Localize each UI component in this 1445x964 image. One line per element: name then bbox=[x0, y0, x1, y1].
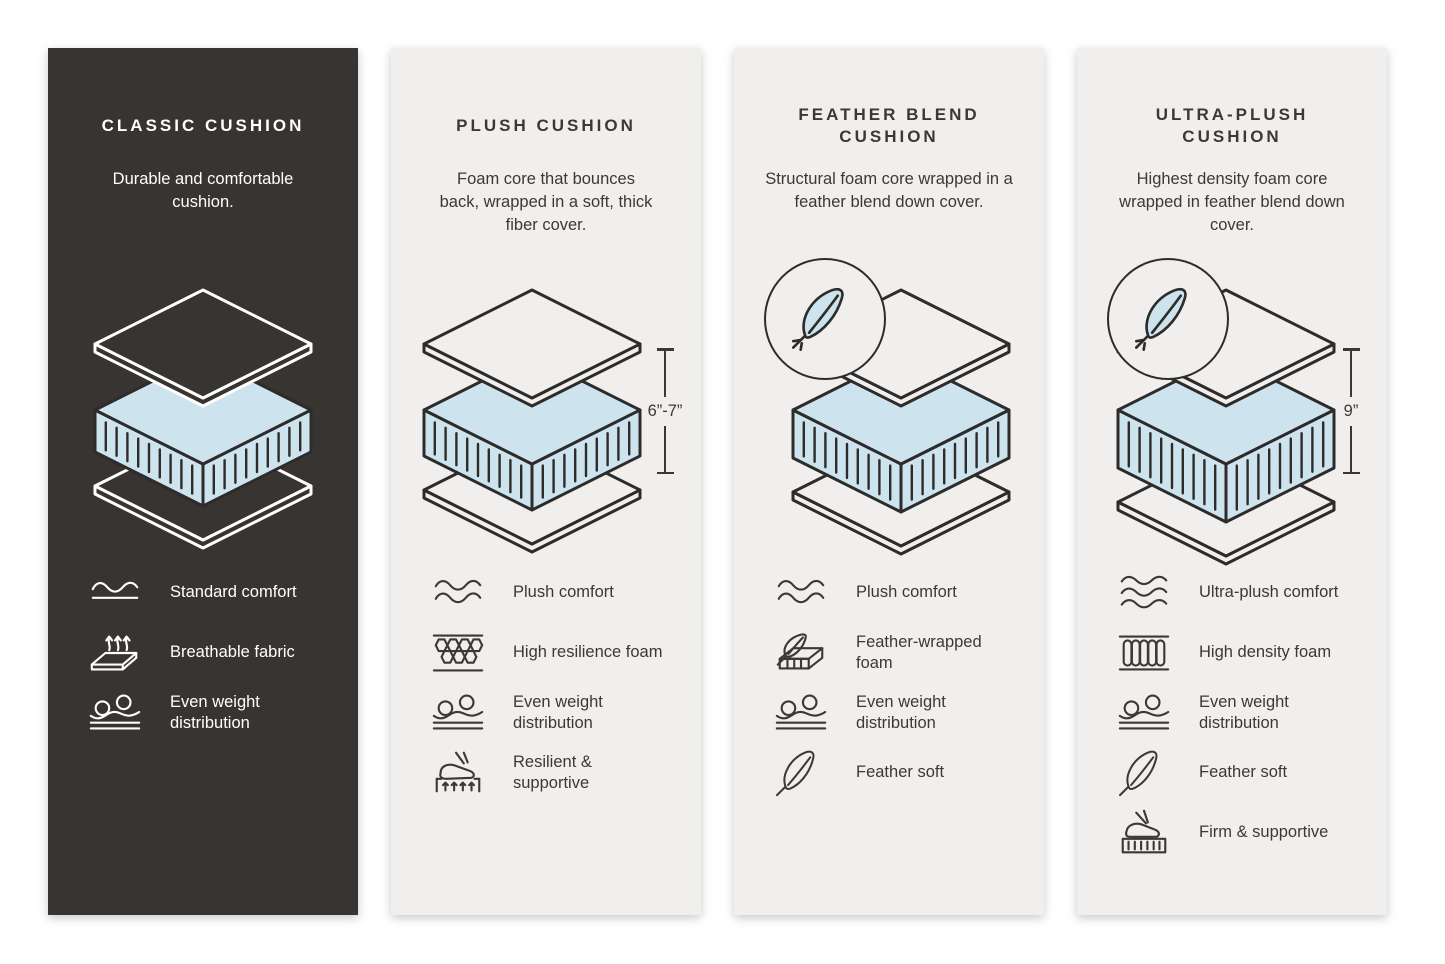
feature-label: Plush comfort bbox=[513, 583, 614, 602]
dimension-line bbox=[664, 426, 667, 472]
panel-description: Foam core that bounces back, wrapped in a soft, thick fiber cover. bbox=[439, 170, 653, 234]
feature-item bbox=[429, 688, 677, 738]
feature-label: Feather soft bbox=[856, 763, 945, 782]
feature-item bbox=[86, 568, 334, 618]
dimension-line bbox=[1350, 351, 1353, 397]
feather-icon bbox=[772, 749, 836, 797]
dimension-bottom-cap bbox=[1343, 472, 1360, 475]
breathable-fabric-icon bbox=[86, 629, 150, 677]
feature-label: High density foam bbox=[1199, 643, 1332, 662]
feature-item bbox=[1115, 628, 1363, 678]
feature-item bbox=[429, 628, 677, 678]
feather-badge-icon bbox=[1107, 258, 1229, 380]
feature-label: Feather-wrapped foam bbox=[856, 632, 982, 672]
feature-item bbox=[772, 628, 1020, 678]
feature-list bbox=[1101, 568, 1363, 858]
panel-description: Durable and comfortable cushion. bbox=[112, 170, 294, 211]
feature-label: Ultra-plush comfort bbox=[1199, 583, 1339, 602]
height-dimension bbox=[1325, 348, 1377, 474]
panel-classic-cushion bbox=[48, 48, 358, 915]
feature-list bbox=[72, 568, 334, 738]
weight-distribution-icon bbox=[429, 689, 493, 737]
feature-list bbox=[758, 568, 1020, 798]
wave-double-icon bbox=[429, 569, 493, 617]
feature-label: Breathable fabric bbox=[170, 643, 295, 662]
panel-title: ULTRA-PLUSH CUSHION bbox=[1155, 104, 1309, 146]
feather-badge-icon bbox=[764, 258, 886, 380]
feature-label: Even weight distribution bbox=[1199, 692, 1289, 732]
feature-list bbox=[415, 568, 677, 798]
feature-item bbox=[86, 628, 334, 678]
feature-item bbox=[772, 748, 1020, 798]
feature-item bbox=[1115, 748, 1363, 798]
feature-item bbox=[772, 688, 1020, 738]
feature-label: Even weight distribution bbox=[856, 692, 946, 732]
dimension-line bbox=[1350, 426, 1353, 472]
feature-label: Plush comfort bbox=[856, 583, 957, 602]
feature-item bbox=[429, 568, 677, 618]
cushion-diagram bbox=[1101, 260, 1363, 568]
panel-title: PLUSH CUSHION bbox=[456, 115, 636, 135]
wave-single-icon bbox=[86, 569, 150, 617]
panel-description: Highest density foam core wrapped in feather blend down cover. bbox=[1119, 170, 1345, 234]
feature-label: Standard comfort bbox=[170, 583, 297, 602]
cushion-layers-illustration bbox=[420, 286, 644, 561]
firm-supportive-icon bbox=[1115, 809, 1179, 857]
feature-item bbox=[1115, 568, 1363, 618]
feather-icon bbox=[1115, 749, 1179, 797]
honeycomb-foam-icon bbox=[429, 629, 493, 677]
feature-item bbox=[1115, 688, 1363, 738]
feature-label: Even weight distribution bbox=[513, 692, 603, 732]
dimension-label: 9” bbox=[1343, 401, 1359, 420]
feature-label: High resilience foam bbox=[513, 643, 663, 662]
panel-plush-cushion bbox=[391, 48, 701, 915]
cushion-diagram bbox=[72, 260, 334, 568]
panel-description: Structural foam core wrapped in a feather blend down cover. bbox=[765, 170, 1013, 211]
feature-label: Even weight distribution bbox=[170, 692, 260, 732]
cushion-diagram bbox=[415, 260, 683, 568]
weight-distribution-icon bbox=[1115, 689, 1179, 737]
feather-wrapped-foam-icon bbox=[772, 629, 836, 677]
panel-ultra-plush-cushion bbox=[1077, 48, 1387, 915]
height-dimension bbox=[639, 348, 691, 474]
feature-label: Resilient & supportive bbox=[513, 752, 592, 792]
feature-item bbox=[429, 748, 677, 798]
wave-triple-icon bbox=[1115, 569, 1179, 617]
dimension-bottom-cap bbox=[657, 472, 674, 475]
cushion-layers-illustration bbox=[91, 286, 315, 557]
panel-feather-blend-cushion bbox=[734, 48, 1044, 915]
panel-title: FEATHER BLEND CUSHION bbox=[798, 104, 980, 146]
panel-title: CLASSIC CUSHION bbox=[101, 115, 305, 135]
dimension-line bbox=[664, 351, 667, 397]
feature-label: Firm & supportive bbox=[1199, 823, 1329, 842]
feature-label: Feather soft bbox=[1199, 763, 1288, 782]
dimension-label: 6”-7” bbox=[647, 401, 683, 420]
cushion-diagram bbox=[758, 260, 1020, 568]
wave-double-icon bbox=[772, 569, 836, 617]
weight-distribution-icon bbox=[86, 689, 150, 737]
density-foam-icon bbox=[1115, 629, 1179, 677]
feature-item bbox=[86, 688, 334, 738]
resilient-supportive-icon bbox=[429, 749, 493, 797]
feature-item bbox=[772, 568, 1020, 618]
weight-distribution-icon bbox=[772, 689, 836, 737]
feature-item bbox=[1115, 808, 1363, 858]
